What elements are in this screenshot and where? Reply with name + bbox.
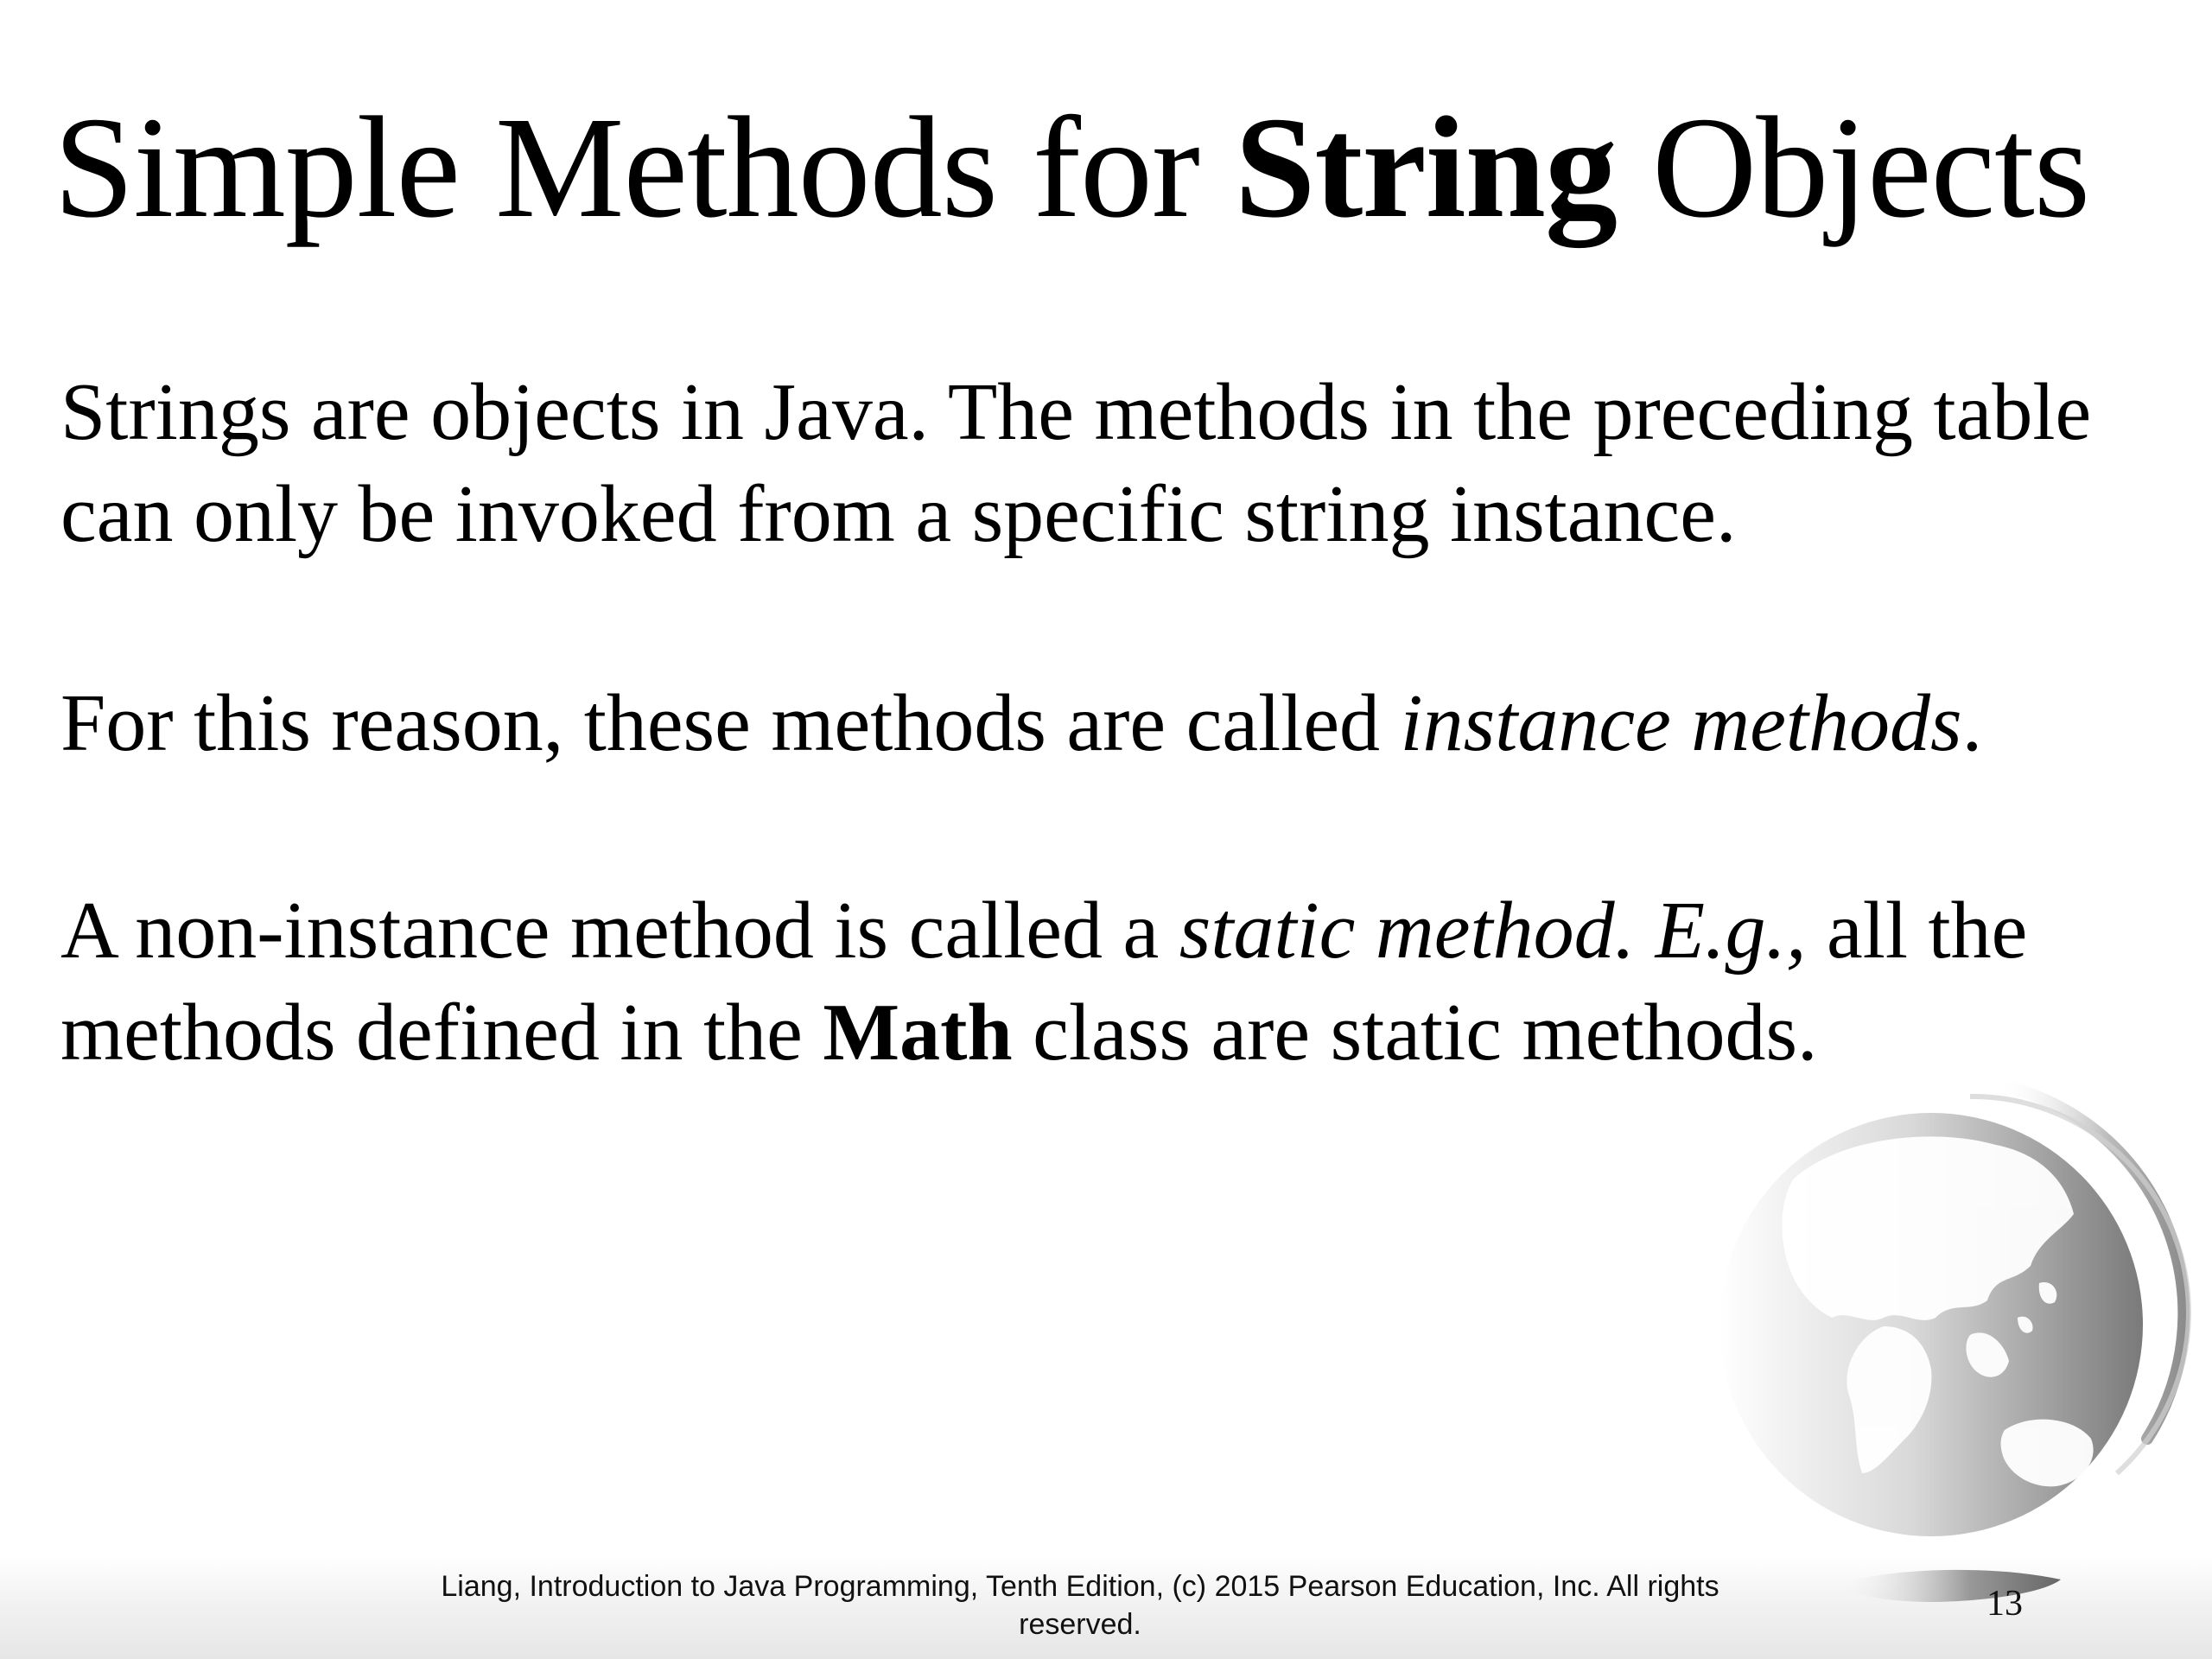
italic-term: static method. E.g., [1179,886,1807,976]
paragraph-end: class are static methods. [1012,988,1818,1077]
italic-term: instance methods [1400,678,1962,768]
paragraph-instance-methods [60,672,2169,774]
title-text-end: Objects [1616,87,2090,248]
paragraph-text: For this reason, these methods are called [60,678,1401,768]
title-text: Simple Methods for [54,87,1235,248]
paragraph-text-2: all the methods defined in the [60,886,2028,1077]
paragraph-text: A non-instance method is called a [60,886,1179,976]
page-number: 13 [1986,1584,2023,1624]
paragraph-strings-are-objects: Strings are objects in Java. The methods in the preceding table can only be invoked from a specific string instance. [60,367,2092,559]
paragraph-static-method [60,880,2169,1084]
footer-copyright: Liang, Introduction to Java Programming, Tenth Edition, (c) 2015 Pearson Education, Inc. All rights reserved. [441,1570,1719,1641]
slide-title [54,85,2089,251]
bold-term: Math [823,988,1013,1077]
globe-icon [1711,1067,2195,1551]
title-bold-term: String [1234,87,1617,248]
paragraph-end: . [1961,678,1983,768]
